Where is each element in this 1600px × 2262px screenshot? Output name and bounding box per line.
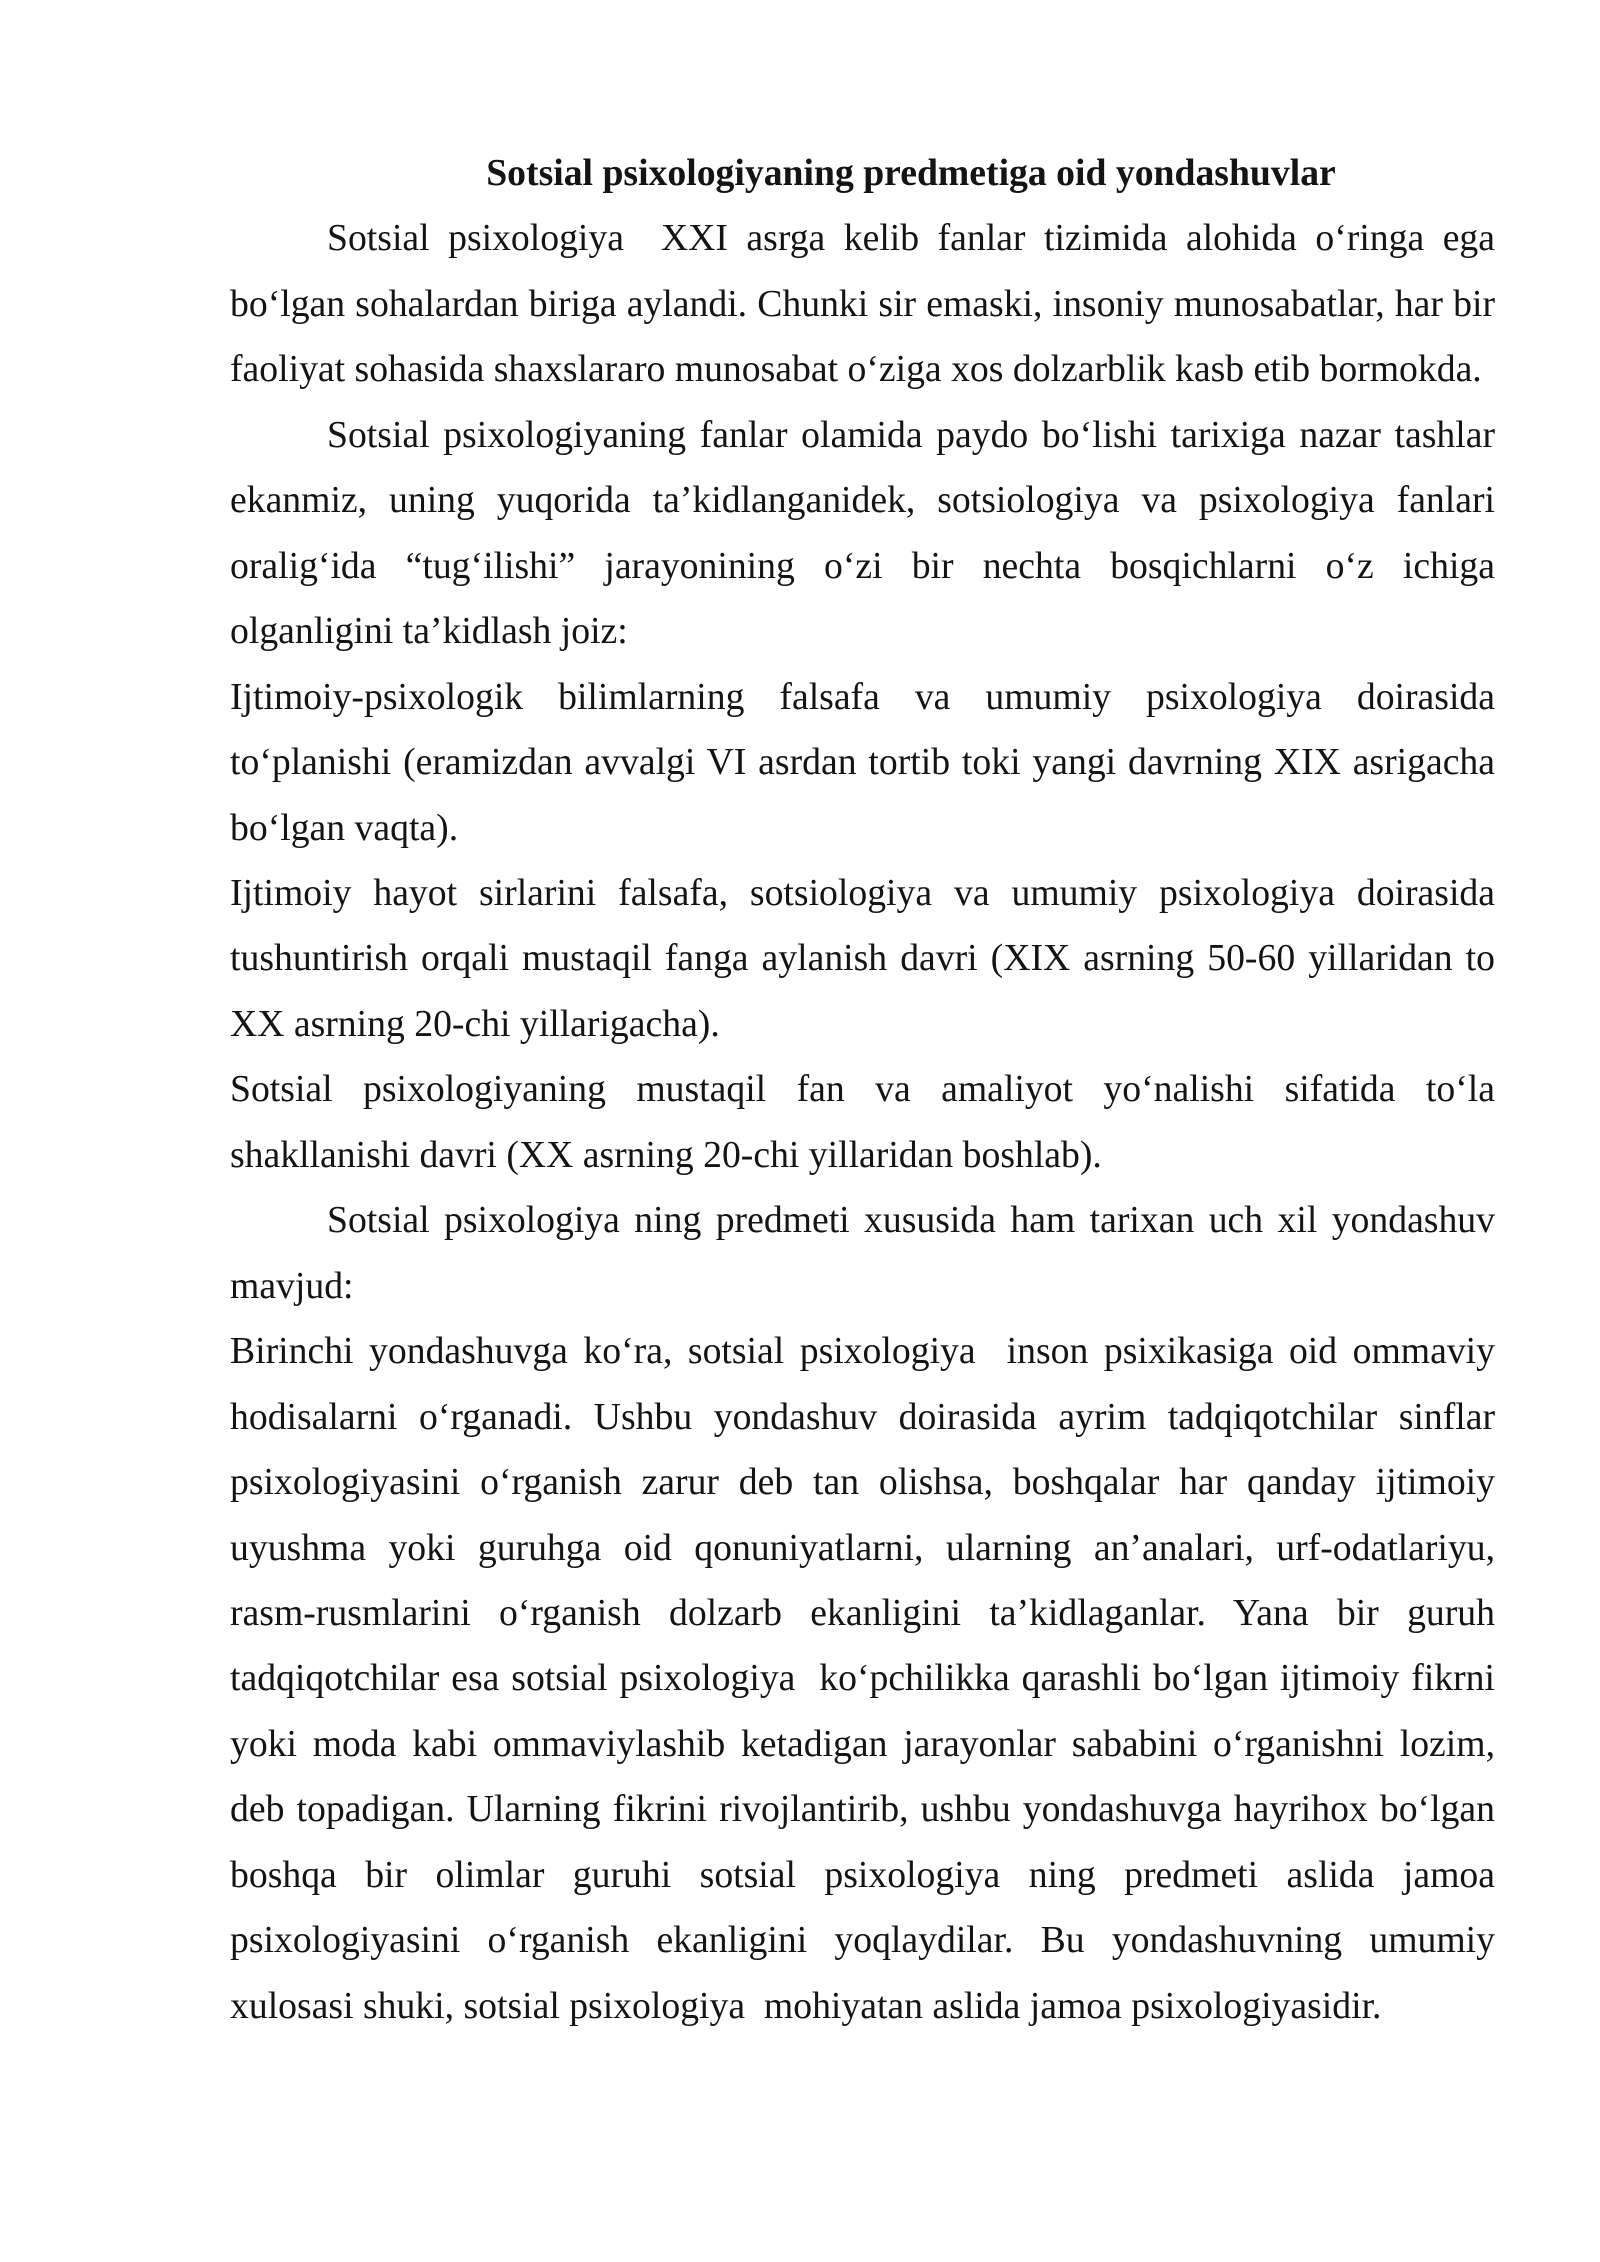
text-line: to‘planishi (eramizdan avvalgi VI asrdan tortib toki yangi davrning XIX asrigacha bbox=[230, 741, 1495, 784]
text-line: XX asrning 20-chi yillarigacha). bbox=[230, 1002, 720, 1045]
text-line: psixologiyasini o‘rganish zarur deb tan olishsa, boshqalar har qanday ijtimoiy bbox=[230, 1461, 1495, 1504]
text-line: yoki moda kabi ommaviylashib ketadigan jarayonlar sababini o‘rganishni lozim, bbox=[230, 1722, 1495, 1765]
text-line: Sotsial psixologiya XXI asrga kelib fanlar tizimida alohida o‘ringa ega bbox=[327, 217, 1495, 260]
paragraph bbox=[230, 1319, 1495, 2039]
text-line: tadqiqotchilar esa sotsial psixologiya ko‘pchilikka qarashli bo‘lgan ijtimoiy fikrni bbox=[230, 1657, 1495, 1700]
paragraph bbox=[230, 1057, 1495, 1188]
text-line: bo‘lgan vaqta). bbox=[230, 806, 459, 849]
paragraph bbox=[230, 665, 1495, 861]
text-line: xulosasi shuki, sotsial psixologiya mohiyatan aslida jamoa psixologiyasidir. bbox=[230, 1984, 1382, 2027]
text-line: hodisalarni o‘rganadi. Ushbu yondashuv doirasida ayrim tadqiqotchilar sinflar bbox=[230, 1395, 1495, 1438]
text-line: Sotsial psixologiyaning mustaqil fan va amaliyot yo‘nalishi sifatida to‘la bbox=[230, 1068, 1495, 1111]
paragraph bbox=[230, 206, 1495, 402]
text-line: rasm-rusmlarini o‘rganish dolzarb ekanligini ta’kidlaganlar. Yana bir guruh bbox=[230, 1591, 1495, 1634]
text-line: Ijtimoiy hayot sirlarini falsafa, sotsiologiya va umumiy psixologiya doirasida bbox=[230, 871, 1495, 914]
text-line: Birinchi yondashuvga ko‘ra, sotsial psixologiya inson psixikasiga oid ommaviy bbox=[230, 1330, 1495, 1373]
document-title: Sotsial psixologiyaning predmetiga oid yondashuvlar bbox=[486, 152, 1336, 194]
text-line: Sotsial psixologiyaning fanlar olamida paydo bo‘lishi tarixiga nazar tashlar bbox=[327, 413, 1495, 456]
text-line: bo‘lgan sohalardan biriga aylandi. Chunki sir emaski, insoniy munosabatlar, har bir bbox=[230, 282, 1495, 325]
text-line: boshqa bir olimlar guruhi sotsial psixologiya ning predmeti aslida jamoa bbox=[230, 1853, 1495, 1896]
text-line: mavjud: bbox=[230, 1264, 354, 1307]
paragraph bbox=[230, 861, 1495, 1057]
text-line: olganligini ta’kidlash joiz: bbox=[230, 610, 628, 653]
document-body bbox=[230, 141, 1495, 2039]
paragraph bbox=[230, 1188, 1495, 1319]
text-line: ekanmiz, uning yuqorida ta’kidlanganidek, sotsiologiya va psixologiya fanlari bbox=[230, 479, 1495, 522]
text-line: uyushma yoki guruhga oid qonuniyatlarni, ularning an’analari, urf-odatlariyu, bbox=[230, 1526, 1495, 1569]
text-line: Ijtimoiy-psixologik bilimlarning falsafa va umumiy psixologiya doirasida bbox=[230, 675, 1495, 718]
text-line: shakllanishi davri (XX asrning 20-chi yillaridan boshlab). bbox=[230, 1133, 1102, 1176]
text-line: tushuntirish orqali mustaqil fanga aylanish davri (XIX asrning 50-60 yillaridan to bbox=[230, 937, 1495, 980]
text-line: faoliyat sohasida shaxslararo munosabat o‘ziga xos dolzarblik kasb etib bormokda. bbox=[230, 348, 1482, 391]
text-line: deb topadigan. Ularning fikrini rivojlantirib, ushbu yondashuvga hayrihox bo‘lgan bbox=[230, 1788, 1495, 1831]
text-line: Sotsial psixologiya ning predmeti xususida ham tarixan uch xil yondashuv bbox=[327, 1199, 1495, 1242]
text-line: psixologiyasini o‘rganish ekanligini yoqlaydilar. Bu yondashuvning umumiy bbox=[230, 1919, 1495, 1962]
paragraph bbox=[230, 403, 1495, 665]
text-line: oralig‘ida “tug‘ilishi” jarayonining o‘zi bir nechta bosqichlarni o‘z ichiga bbox=[230, 544, 1495, 587]
